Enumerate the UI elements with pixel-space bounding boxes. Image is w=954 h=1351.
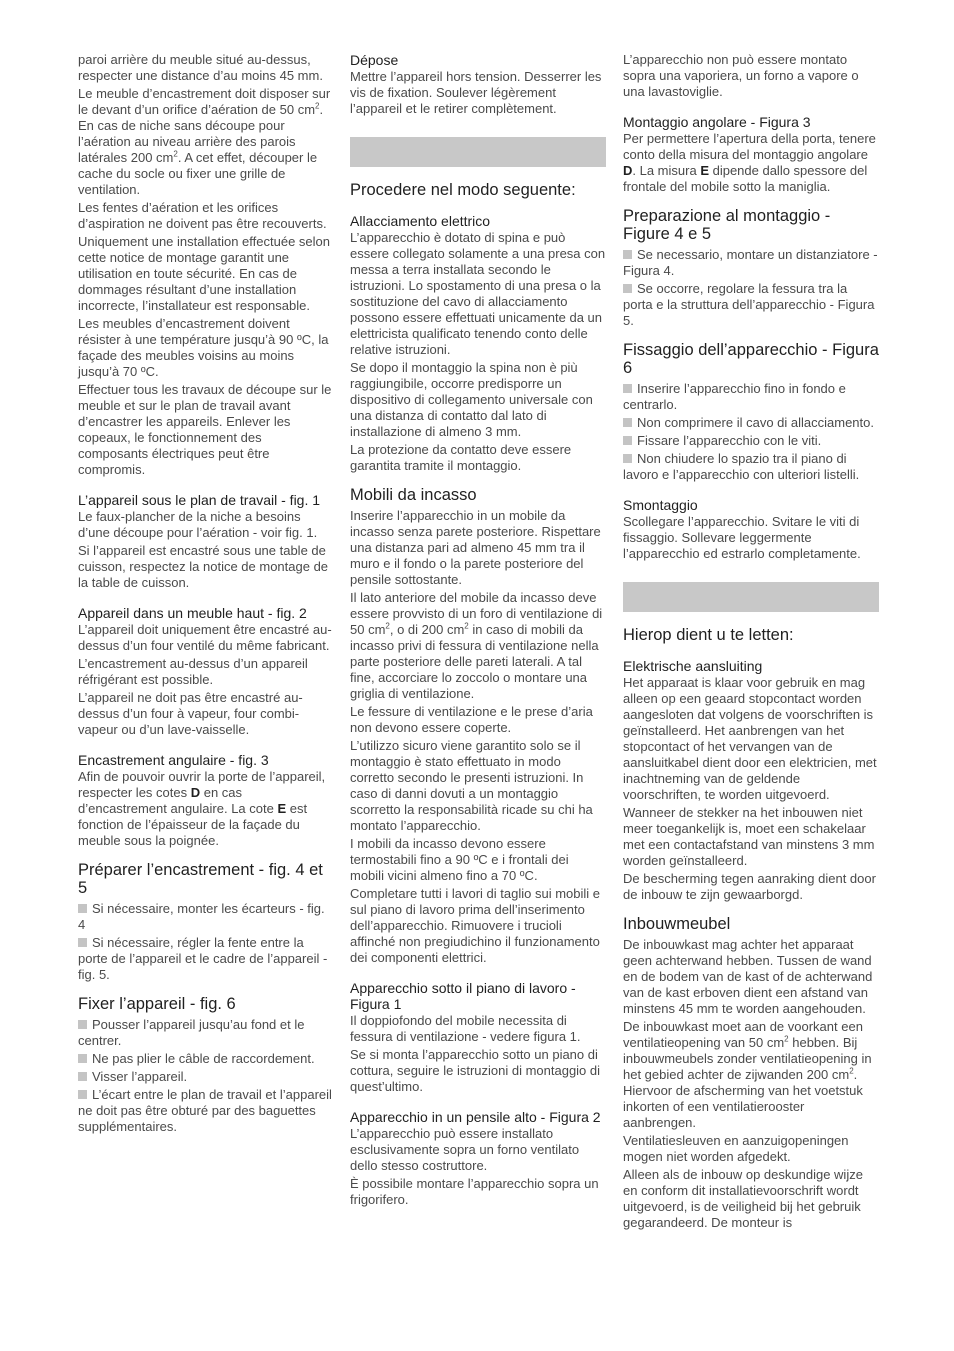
superscript: 2	[849, 1066, 854, 1076]
bullet-square-icon	[623, 454, 632, 463]
bullet-square-icon	[623, 384, 632, 393]
paragraph: L’encastrement au-dessus d’un appareil réfrigérant est possible.	[78, 656, 308, 687]
paragraph: Wanneer de stekker na het inbouwen niet meer toegankelijk is, moet een schakelaar met een contactafstand van minstens 3 mm worden geïnstalleerd.	[623, 805, 875, 868]
bold-letter: D	[190, 785, 201, 800]
section-heading: Encastrement angulaire - fig. 3	[78, 752, 269, 768]
major-heading: Procedere nel modo seguente:	[350, 181, 576, 199]
bullet-item	[78, 1069, 334, 1085]
text-run: . En cas de niche sans découpe pour l’aération au niveau arrière des parois latérales 200 cm	[78, 102, 324, 165]
paragraph: Il doppiofondo del mobile necessita di fessura di ventilazione - vedere figura 1.	[350, 1013, 581, 1044]
language-bar	[350, 137, 606, 167]
paragraph: Mettre l’appareil hors tension. Desserrer les vis de fixation. Soulever légèrement l’appareil et le retirer complètement.	[350, 69, 602, 116]
paragraph: Uniquement une installation effectuée selon cette notice de montage garantit une utilisation en toute sécurité. En cas de dommages résultant d’une installation incorrecte, l’installateur est responsable.	[78, 234, 330, 313]
column-italian-dutch	[623, 52, 879, 1233]
paragraph	[623, 1019, 879, 1131]
paragraph: La protezione da contatto deve essere garantita tramite il montaggio.	[350, 442, 572, 473]
text-run: Per permettere l’apertura della porta, tenere conto della misura del montaggio angolare	[623, 131, 876, 162]
section-heading: Montaggio angolare - Figura 3	[623, 114, 811, 130]
bullet-text: Se occorre, regolare la fessura tra la porta e la struttura dell’apparecchio - Figura 5.	[623, 281, 875, 328]
paragraph	[78, 769, 334, 849]
bullet-item	[78, 1087, 334, 1135]
paragraph: Inserire l’apparecchio in un mobile da incasso senza parete posteriore. Rispettare una distanza pari ad almeno 45 mm tra il muro e il fondo o la parete posteriore del pensile sottostante.	[350, 508, 601, 587]
paragraph: I mobili da incasso devono essere termostabili fino a 90 ºC e i frontali dei mobili vicini almeno fino a 70 ºC.	[350, 836, 569, 883]
section-heading: Dépose	[350, 52, 399, 68]
major-heading: Inbouwmeubel	[623, 915, 731, 933]
text-run: hebben. Bij inbouwmeubels zonder ventilatieopening in het gebied achter de zijwanden 200 cm	[623, 1035, 872, 1082]
bullet-text: Pousser l’appareil jusqu’au fond et le centrer.	[78, 1017, 305, 1048]
section-heading: Apparecchio in un pensile alto - Figura 2	[350, 1109, 601, 1125]
text-run: Il lato anteriore del mobile da incasso deve essere provvisto di un foro di ventilazione di 50 cm	[350, 590, 603, 637]
superscript: 2	[173, 149, 178, 159]
bullet-square-icon	[623, 250, 632, 259]
bullet-square-icon	[78, 938, 87, 947]
paragraph: paroi arrière du meuble situé au-dessus, respecter une distance d’au moins 45 mm.	[78, 52, 323, 83]
column-italian	[350, 52, 606, 1210]
paragraph: Completare tutti i lavori di taglio sui mobili e sul piano di lavoro prima dell’inserimento dell’apparecchio. Rimuovere i trucioli affinché non pregiudichino il funzionamento dei componenti elettrici.	[350, 886, 600, 965]
bullet-square-icon	[623, 418, 632, 427]
major-heading: Hierop dient u te letten:	[623, 626, 794, 644]
bullet-item	[623, 451, 879, 483]
major-heading: Préparer l’encastrement - fig. 4 et 5	[78, 861, 323, 897]
paragraph: Ventilatiesleuven en aanzuigopeningen mogen niet worden afgedekt.	[623, 1133, 849, 1164]
paragraph: Effectuer tous les travaux de découpe sur le meuble et sur le plan de travail avant d’encastrer les appareils. Enlever les copeaux, le fonctionnement des composants électriques peut être compromis.	[78, 382, 332, 477]
section-heading: Appareil dans un meuble haut - fig. 2	[78, 605, 307, 621]
bullet-text: Si nécessaire, monter les écarteurs - fig. 4	[78, 901, 325, 932]
text-run: Afin de pouvoir ouvrir la porte de l’appareil, respecter les cotes	[78, 769, 326, 800]
paragraph: Scollegare l’apparecchio. Svitare le viti di fissaggio. Sollevare leggermente l’apparecchio ed estrarlo completamente.	[623, 514, 861, 561]
bullet-text: Visser l’appareil.	[92, 1069, 188, 1084]
paragraph: De inbouwkast mag achter het apparaat geen achterwand hebben. Tussen de wand en de bodem van de kast of de achterwand van de kast erboven dient een afstand van minstens 45 mm te worden aangehouden.	[623, 937, 873, 1016]
bullet-text: L’écart entre le plan de travail et l’appareil ne doit pas être obturé par des baguettes supplémentaires.	[78, 1087, 332, 1134]
paragraph: De bescherming tegen aanraking dient door de inbouw te zijn gewaarborgd.	[623, 871, 876, 902]
section-heading: L’appareil sous le plan de travail - fig. 1	[78, 492, 321, 508]
superscript: 2	[464, 621, 469, 631]
bullet-square-icon	[623, 284, 632, 293]
major-heading: Fissaggio dell’apparecchio - Figura 6	[623, 341, 879, 377]
paragraph	[623, 131, 879, 195]
bullet-text: Se necessario, montare un distanziatore - Figura 4.	[623, 247, 878, 278]
bullet-text: Ne pas plier le câble de raccordement.	[92, 1051, 315, 1066]
bullet-square-icon	[78, 1090, 87, 1099]
column-french	[78, 52, 334, 1137]
bullet-text: Fissare l’apparecchio con le viti.	[637, 433, 822, 448]
paragraph: Les fentes d’aération et les orifices d’aspiration ne doivent pas être recouverts.	[78, 200, 327, 231]
major-heading: Mobili da incasso	[350, 486, 477, 504]
paragraph: L’appareil doit uniquement être encastré au-dessus d’un four ventilé du même fabricant.	[78, 622, 332, 653]
paragraph: È possibile montare l’apparecchio sopra un frigorifero.	[350, 1176, 599, 1207]
bullet-text: Si nécessaire, régler la fente entre la porte de l’appareil et le cadre de l’appareil - fig. 5.	[78, 935, 328, 982]
paragraph: Alleen als de inbouw op deskundige wijze en conform dit installatievoorschrift wordt uitgevoerd, is de veiligheid bij het gebruik gegarandeerd. De monteur is	[623, 1167, 863, 1230]
bullet-square-icon	[78, 1054, 87, 1063]
text-run: en cas d’encastrement angulaire. La cote	[78, 785, 278, 816]
bullet-square-icon	[623, 436, 632, 445]
text-run: . La misura	[632, 163, 701, 178]
paragraph	[78, 86, 334, 198]
text-run: , o di 200 cm	[389, 622, 465, 637]
bullet-item	[623, 247, 879, 279]
bullet-item	[78, 935, 334, 983]
bullet-square-icon	[78, 1072, 87, 1081]
section-heading: Smontaggio	[623, 497, 698, 513]
bullet-text: Non comprimere il cavo di allacciamento.	[637, 415, 874, 430]
bullet-square-icon	[78, 1020, 87, 1029]
section-heading: Elektrische aansluiting	[623, 658, 763, 674]
language-bar	[623, 582, 879, 612]
paragraph: Se dopo il montaggio la spina non è più raggiungibile, occorre predisporre un dispositivo di collegamento universale con una distanza di contatto dal lato di installazione di almeno 3 mm.	[350, 360, 593, 439]
section-heading: Allacciamento elettrico	[350, 213, 491, 229]
bold-letter: E	[277, 801, 287, 816]
paragraph: Les meubles d’encastrement doivent résister à une température jusqu’à 90 ºC, la façade des meubles voisins au moins jusqu’à 70 ºC.	[78, 316, 329, 379]
bullet-item	[623, 415, 879, 431]
bullet-text: Non chiudere lo spazio tra il piano di lavoro e l’apparecchio con ulteriori listelli.	[623, 451, 860, 482]
text-run: Le meuble d’encastrement doit disposer sur le devant d’un orifice d’aération de 50 cm	[78, 86, 331, 117]
text-run: dipende dallo spessore del frontale del mobile sotto la maniglia.	[623, 163, 868, 194]
superscript: 2	[315, 101, 320, 111]
paragraph: L’apparecchio non può essere montato sopra una vaporiera, un forno a vapore o una lavastoviglie.	[623, 52, 859, 99]
paragraph: Het apparaat is klaar voor gebruik en mag alleen op een geaard stopcontact worden aangesloten dat volgens de voorschriften is geïnstalleerd. Het aanbrengen van het stopcontact of het vervangen van de aansluitkabel dient door een elektricien, met inachtneming van de geldende voorschriften, te worden uitgevoerd.	[623, 675, 877, 802]
paragraph: L’utilizzo sicuro viene garantito solo se il montaggio è stato effettuato in modo corretto secondo le presenti istruzioni. In caso di danni dovuti a un montaggio scorretto la responsabilità ricade su chi ha montato l’apparecchio.	[350, 738, 593, 833]
bullet-item	[78, 1051, 334, 1067]
text-run: est fonction de l’épaisseur de la façade du meuble sous la poignée.	[78, 801, 308, 848]
bold-letter: D	[623, 163, 633, 178]
paragraph: L’appareil ne doit pas être encastré au-dessus d’un four à vapeur, four combi-vapeur ou d’un lave-vaisselle.	[78, 690, 303, 737]
bullet-text: Inserire l’apparecchio fino in fondo e centrarlo.	[623, 381, 846, 412]
bold-letter: E	[700, 163, 709, 178]
paragraph: Si l’appareil est encastré sous une table de cuisson, respectez la notice de montage de la table de cuisson.	[78, 543, 329, 590]
text-run: . A cet effet, découper le cache du socle ou fixer une grille de ventilation.	[78, 150, 318, 197]
paragraph	[350, 590, 606, 702]
paragraph: Se si monta l’apparecchio sotto un piano di cottura, seguire le istruzioni di montaggio di quest’ultimo.	[350, 1047, 601, 1094]
superscript: 2	[385, 621, 390, 631]
paragraph: L’apparecchio può essere installato esclusivamente sopra un forno ventilato dello stesso costruttore.	[350, 1126, 580, 1173]
major-heading: Preparazione al montaggio - Figure 4 e 5	[623, 207, 831, 243]
paragraph: Le fessure di ventilazione e le prese d’aria non devono essere coperte.	[350, 704, 593, 735]
text-run: . Hiervoor de afscherming van het voetstuk inkorten of een ventilatierooster aanbrengen.	[623, 1067, 863, 1130]
bullet-item	[623, 281, 879, 329]
paragraph: L’apparecchio è dotato di spina e può essere collegato solamente a una presa con messa a terra installata secondo le istruzioni. Lo spostamento di una presa o la sostituzione del cavo di allacciamento possono essere effettuati unicamente da un elettricista qualificato tenendo conto delle relative istruzioni.	[350, 230, 606, 357]
bullet-square-icon	[78, 904, 87, 913]
bullet-item	[623, 433, 879, 449]
superscript: 2	[784, 1034, 789, 1044]
text-run: in caso di mobili da incasso privi di fessura di ventilazione nella parte posteriore delle pareti laterali. A tal fine, accorciare lo zoccolo o montare una griglia di ventilazione.	[350, 622, 599, 701]
major-heading: Fixer l’appareil - fig. 6	[78, 995, 236, 1013]
bullet-item	[623, 381, 879, 413]
bullet-item	[78, 901, 334, 933]
bullet-item	[78, 1017, 334, 1049]
text-run: De inbouwkast moet aan de voorkant een ventilatieopening van 50 cm	[623, 1019, 863, 1050]
paragraph: Le faux-plancher de la niche a besoins d’une découpe pour l’aération - voir fig. 1.	[78, 509, 318, 540]
section-heading: Apparecchio sotto il piano di lavoro - Figura 1	[350, 980, 576, 1012]
